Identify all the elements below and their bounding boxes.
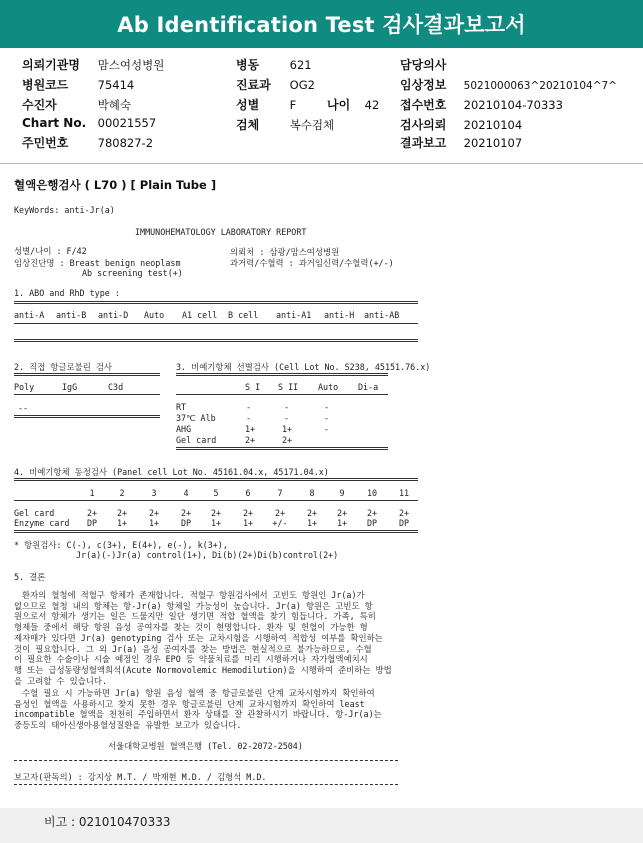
screen-cell: - bbox=[284, 413, 290, 423]
header-row-clinical-info: 임상정보 5021000063^20210104^7^ bbox=[400, 78, 617, 92]
report-title: Ab Identification Test 검사결과보고서 bbox=[0, 0, 643, 48]
panel-title: 4. 비예기항체 동정검사 (Panel cell Lot No. 45161.04.x, 45171.04.x) bbox=[14, 467, 329, 477]
hospital-line: 서울대학교병원 혈액은행 (Tel. 02-2072-2504) bbox=[108, 741, 303, 751]
patient-diagnosis-2: Ab screening test(+) bbox=[82, 268, 183, 278]
screen-cell: - bbox=[246, 402, 252, 412]
panel-cell-number: 6 bbox=[245, 488, 251, 498]
screen-cell: - bbox=[324, 413, 330, 423]
header-row-hospital-code: 병원코드 75414 bbox=[22, 78, 135, 92]
requester: 의뢰처 : 삼광/맘스여성병원 bbox=[230, 247, 340, 257]
conclusion-line: 없으므로 혈청 내의 항체는 항-Jr(a) 항체일 가능성이 높습니다. Jr(a) 항원은 고빈도 항 bbox=[14, 600, 373, 611]
header-row-department: 진료과 OG2 bbox=[236, 78, 315, 92]
antigen-line-1: * 항원검사: C(-), c(3+), E(4+), e(-), k(3+), bbox=[14, 540, 228, 550]
panel-result-cell: 2+ bbox=[366, 508, 378, 518]
patient-diagnosis: 임상진단명 : Breast benign neoplasm bbox=[14, 258, 181, 268]
screen-cell: 2+ bbox=[245, 435, 256, 445]
screen-col-s1: S I bbox=[245, 382, 261, 392]
header-row-institution: 의뢰기관명 맘스여성병원 bbox=[22, 58, 165, 72]
screen-cell: 1+ bbox=[282, 424, 293, 434]
screen-col-di-a: Di-a bbox=[358, 382, 379, 392]
abo-col-b-cell: B cell bbox=[228, 310, 259, 320]
header-row-age: 나이 42 bbox=[327, 98, 380, 112]
panel-result-cell: 1+ bbox=[148, 518, 160, 528]
screen-cell: - bbox=[284, 402, 290, 412]
dat-col-c3d: C3d bbox=[108, 382, 124, 392]
abo-rule-mid bbox=[14, 323, 418, 324]
conclusion-line: 형제들 중에서 해당 항원 음성 공여자를 찾는 것이 현명합니다. 환자 및 헌혈이 가능한 형 bbox=[14, 622, 368, 633]
abo-rule-top bbox=[14, 301, 418, 304]
conclusion-line: 행 또는 급성동량성혈액희석(Acute Normovolemic Hemodilution)을 시행하여 준비하는 방법 bbox=[14, 664, 392, 675]
screen-rule-mid bbox=[176, 394, 388, 395]
screen-cell: - bbox=[324, 402, 330, 412]
dat-col-igg: IgG bbox=[62, 382, 78, 392]
footer-note: 비고 : 021010470333 bbox=[44, 815, 171, 829]
dat-value-poly: -- bbox=[18, 403, 29, 413]
reporter-rule-bottom bbox=[14, 784, 398, 785]
header-row-doctor: 담당의사 bbox=[400, 58, 447, 72]
abo-col-anti-a1: anti-A1 bbox=[276, 310, 312, 320]
screen-cell: - bbox=[324, 424, 330, 434]
abo-col-a1-cell: A1 cell bbox=[182, 310, 218, 320]
keywords: KeyWords: anti-Jr(a) bbox=[14, 205, 115, 215]
patient-sex-age: 성별/나이 : F/42 bbox=[14, 246, 87, 256]
panel-result-cell: +/- bbox=[272, 518, 288, 528]
panel-rule-bottom bbox=[14, 530, 418, 533]
dat-rule-top bbox=[14, 373, 160, 376]
dat-rule-bottom bbox=[14, 415, 160, 418]
antigen-line-2: Jr(a)(-)Jr(a) control(1+), Di(b)(2+)Di(b)control(2+) bbox=[76, 550, 339, 560]
conclusion-line: 제자매가 있다면 Jr(a) genotyping 검사 또는 교차시험을 시행하여 적합성 여부를 확인하는 bbox=[14, 632, 383, 643]
panel-result-cell: 1+ bbox=[116, 518, 128, 528]
panel-result-cell: 2+ bbox=[306, 508, 318, 518]
panel-cell-number: 5 bbox=[213, 488, 219, 498]
panel-result-cell: 2+ bbox=[242, 508, 254, 518]
panel-cell-number: 10 bbox=[366, 488, 378, 498]
conclusion-line: 원으로서 항체가 생기는 일은 드물지만 일단 생기면 적합 혈액을 찾기 힘듭니다. 가족, 특히 bbox=[14, 611, 376, 622]
conclusion-paragraph-1 bbox=[14, 590, 392, 686]
panel-cell-number: 11 bbox=[398, 488, 410, 498]
panel-row-label: Enzyme card bbox=[14, 518, 70, 528]
panel-result-cell: 2+ bbox=[86, 508, 98, 518]
screen-cell: 1+ bbox=[245, 424, 256, 434]
panel-result-cell: 1+ bbox=[242, 518, 254, 528]
panel-rule-mid bbox=[14, 500, 418, 501]
panel-cell-number: 9 bbox=[339, 488, 345, 498]
panel-result-cell: 2+ bbox=[274, 508, 286, 518]
header-row-report-date: 결과보고 20210107 bbox=[400, 136, 523, 150]
panel-result-cell: DP bbox=[366, 518, 378, 528]
panel-rule-top bbox=[14, 478, 418, 481]
panel-cell-number: 8 bbox=[309, 488, 315, 498]
screen-row-label: Gel card bbox=[176, 435, 217, 445]
test-heading: 혈액은행검사 ( L70 ) [ Plain Tube ] bbox=[14, 178, 217, 192]
conclusion-line: 것이 필요합니다. 그 외 Jr(a) 음성 공여자를 찾는 방법은 현실적으로 불가능하므로, 수혈 bbox=[14, 643, 372, 654]
conclusion-line: incompatible 혈액을 천천히 주입하면서 환자 상태를 잘 관찰하시기 바랍니다. 항-Jr(a)는 bbox=[14, 709, 382, 720]
dat-rule-mid bbox=[14, 394, 160, 395]
conclusion-title: 5. 결론 bbox=[14, 572, 46, 582]
dat-title: 2. 직접 항글로불린 검사 bbox=[14, 362, 113, 372]
screen-row-label: RT bbox=[176, 402, 187, 412]
panel-cell-number: 2 bbox=[119, 488, 125, 498]
reporter-rule-top bbox=[14, 760, 398, 761]
panel-cell-number: 4 bbox=[183, 488, 189, 498]
abo-col-anti-d: anti-D bbox=[98, 310, 129, 320]
conclusion-line: 환자의 혈청에 적혈구 항체가 존재합니다. 적혈구 항원검사에서 고빈도 항원인 Jr(a)가 bbox=[22, 590, 365, 600]
screen-col-s2: S II bbox=[278, 382, 299, 392]
reporter-line: 보고자(판독의) : 강지상 M.T. / 박재현 M.D. / 김형석 M.D. bbox=[14, 772, 267, 782]
panel-result-cell: 2+ bbox=[116, 508, 128, 518]
abo-rule-bottom bbox=[14, 339, 418, 342]
abo-col-anti-b: anti-B bbox=[56, 310, 87, 320]
panel-result-cell: DP bbox=[86, 518, 98, 528]
abo-title: 1. ABO and RhD type : bbox=[14, 288, 120, 298]
transfusion-history: 과거력/수혈력 : 과거임신력/수혈력(+/-) bbox=[230, 258, 394, 268]
panel-result-cell: 2+ bbox=[210, 508, 222, 518]
panel-result-cell: 2+ bbox=[336, 508, 348, 518]
screen-row-label: 37℃ Alb bbox=[176, 413, 216, 423]
header-row-request-date: 검사의뢰 20210104 bbox=[400, 118, 523, 132]
conclusion-line: 수혈 필요 시 가능하면 Jr(a) 항원 음성 혈액 중 항글로불린 단계 교차시험까지 확인하여 bbox=[22, 688, 375, 698]
panel-result-cell: 1+ bbox=[336, 518, 348, 528]
panel-cell-number: 7 bbox=[277, 488, 283, 498]
conclusion-line: 음성인 혈액을 사용하시고 찾지 못한 경우 항글로불린 단계 교차시험까지 확인하여 least bbox=[14, 698, 365, 709]
conclusion-line: 이 필요한 수술이나 시술 예정인 경우 EPO 등 약물치료를 미리 시행하거나 자가혈액예치시 bbox=[14, 654, 368, 665]
screen-title: 3. 비예기항체 선별검사 (Cell Lot No. S238, 45151.76.x) bbox=[176, 362, 431, 372]
header-divider bbox=[0, 163, 643, 164]
header-row-specimen: 검체 복수검체 bbox=[236, 118, 335, 132]
header-row-patient: 수진자 박혜숙 bbox=[22, 98, 131, 112]
screen-rule-top bbox=[176, 373, 388, 376]
header-row-sex: 성별 F bbox=[236, 98, 297, 112]
conclusion-line: 중등도의 태아신생아용혈성질환을 유발한 보고가 있습니다. bbox=[14, 720, 242, 731]
header-row-resident-no: 주민번호 780827-2 bbox=[22, 136, 154, 150]
abo-col-anti-a: anti-A bbox=[14, 310, 45, 320]
lab-report-title: IMMUNOHEMATOLOGY LABORATORY REPORT bbox=[135, 227, 307, 237]
screen-cell: - bbox=[246, 413, 252, 423]
conclusion-line: 을 고려할 수 있습니다. bbox=[14, 675, 107, 686]
abo-col-anti-ab: anti-AB bbox=[364, 310, 400, 320]
header-row-ward: 병동 621 bbox=[236, 58, 312, 72]
header-row-receipt-no: 접수번호 20210104-70333 bbox=[400, 98, 563, 112]
screen-col-auto: Auto bbox=[318, 382, 339, 392]
screen-cell: 2+ bbox=[282, 435, 293, 445]
panel-result-cell: 1+ bbox=[210, 518, 222, 528]
screen-rule-bottom bbox=[176, 447, 388, 450]
dat-col-poly: Poly bbox=[14, 382, 35, 392]
panel-row-label: Gel card bbox=[14, 508, 55, 518]
abo-col-anti-h: anti-H bbox=[324, 310, 355, 320]
screen-row-label: AHG bbox=[176, 424, 192, 434]
panel-result-cell: DP bbox=[398, 518, 410, 528]
panel-result-cell: 2+ bbox=[148, 508, 160, 518]
panel-result-cell: 2+ bbox=[180, 508, 192, 518]
panel-result-cell: DP bbox=[180, 518, 192, 528]
panel-result-cell: 1+ bbox=[306, 518, 318, 528]
header-row-chart-no: Chart No. 00021557 bbox=[22, 116, 157, 130]
abo-col-auto: Auto bbox=[144, 310, 165, 320]
panel-cell-number: 3 bbox=[151, 488, 157, 498]
panel-cell-number: 1 bbox=[89, 488, 95, 498]
panel-result-cell: 2+ bbox=[398, 508, 410, 518]
conclusion-paragraph-2 bbox=[14, 688, 382, 731]
